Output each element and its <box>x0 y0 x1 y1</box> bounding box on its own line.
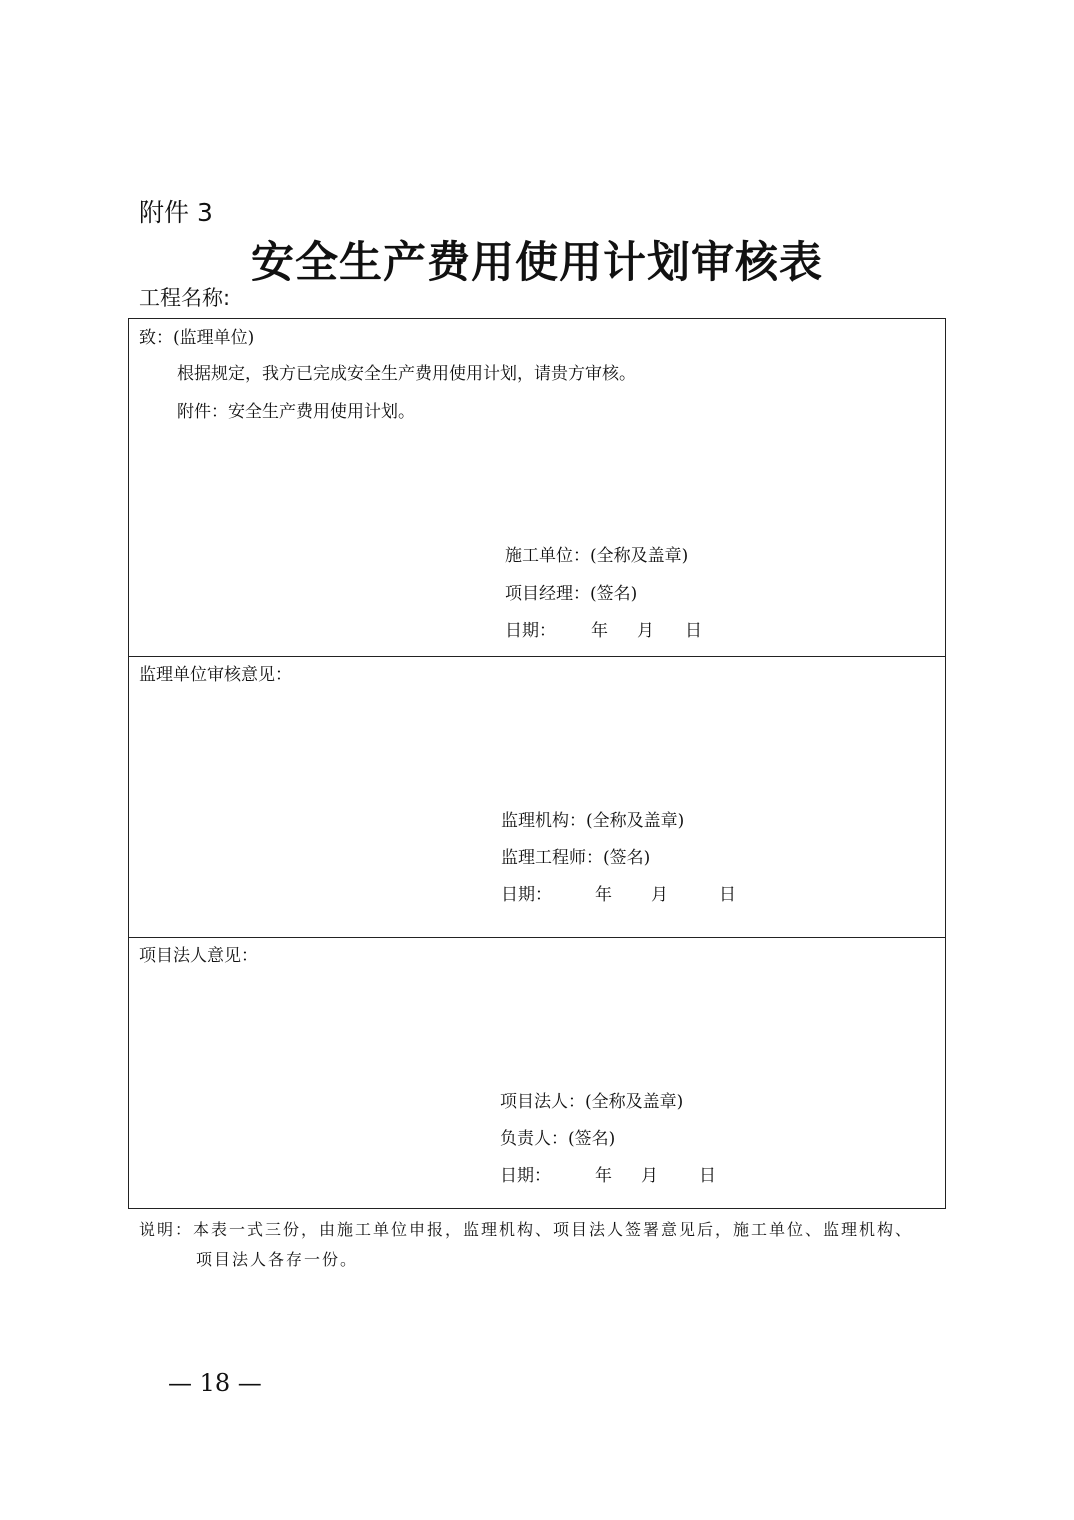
date-month: 月 <box>651 885 668 905</box>
date-day: 日 <box>699 1166 716 1186</box>
date-day: 日 <box>719 885 736 905</box>
owner-heading: 项目法人意见： <box>139 946 258 966</box>
note-line-1: 说明：本表一式三份，由施工单位申报，监理机构、项目法人签署意见后，施工单位、监理机构、 <box>139 1220 914 1239</box>
page-title: 安全生产费用使用计划审核表 <box>251 238 823 288</box>
date-day: 日 <box>685 621 702 641</box>
note-line-2: 项目法人各存一份。 <box>196 1250 359 1269</box>
date-label: 日期： <box>505 621 556 641</box>
review-form-table <box>128 318 946 1209</box>
sign-supervisor-engineer: 监理工程师：(签名) <box>501 848 651 868</box>
sign-responsible-person: 负责人：(签名) <box>500 1129 616 1149</box>
date-year: 年 <box>591 621 608 641</box>
body-line: 根据规定，我方已完成安全生产费用使用计划，请贵方审核。 <box>177 364 636 384</box>
section-project-owner <box>129 938 945 1210</box>
section-contractor-submission <box>129 319 945 657</box>
sign-project-owner: 项目法人：(全称及盖章) <box>500 1092 684 1112</box>
date-year: 年 <box>595 1166 612 1186</box>
page-number: — 18 — <box>168 1369 262 1397</box>
date-month: 月 <box>641 1166 658 1186</box>
date-year: 年 <box>595 885 612 905</box>
to-line: 致：(监理单位) <box>139 328 255 348</box>
attachment-line: 附件：安全生产费用使用计划。 <box>177 402 415 422</box>
date-label: 日期： <box>500 1166 551 1186</box>
sign-project-manager: 项目经理：(签名) <box>505 584 638 604</box>
sign-supervisor-org: 监理机构：(全称及盖章) <box>501 811 685 831</box>
section-supervisor-review <box>129 657 945 938</box>
sign-contractor-unit: 施工单位：(全称及盖章) <box>505 546 689 566</box>
project-name-label: 工程名称: <box>139 286 231 310</box>
date-month: 月 <box>637 621 654 641</box>
date-label: 日期： <box>501 885 552 905</box>
attachment-label: 附件 3 <box>139 198 213 227</box>
supervisor-heading: 监理单位审核意见： <box>139 665 292 685</box>
